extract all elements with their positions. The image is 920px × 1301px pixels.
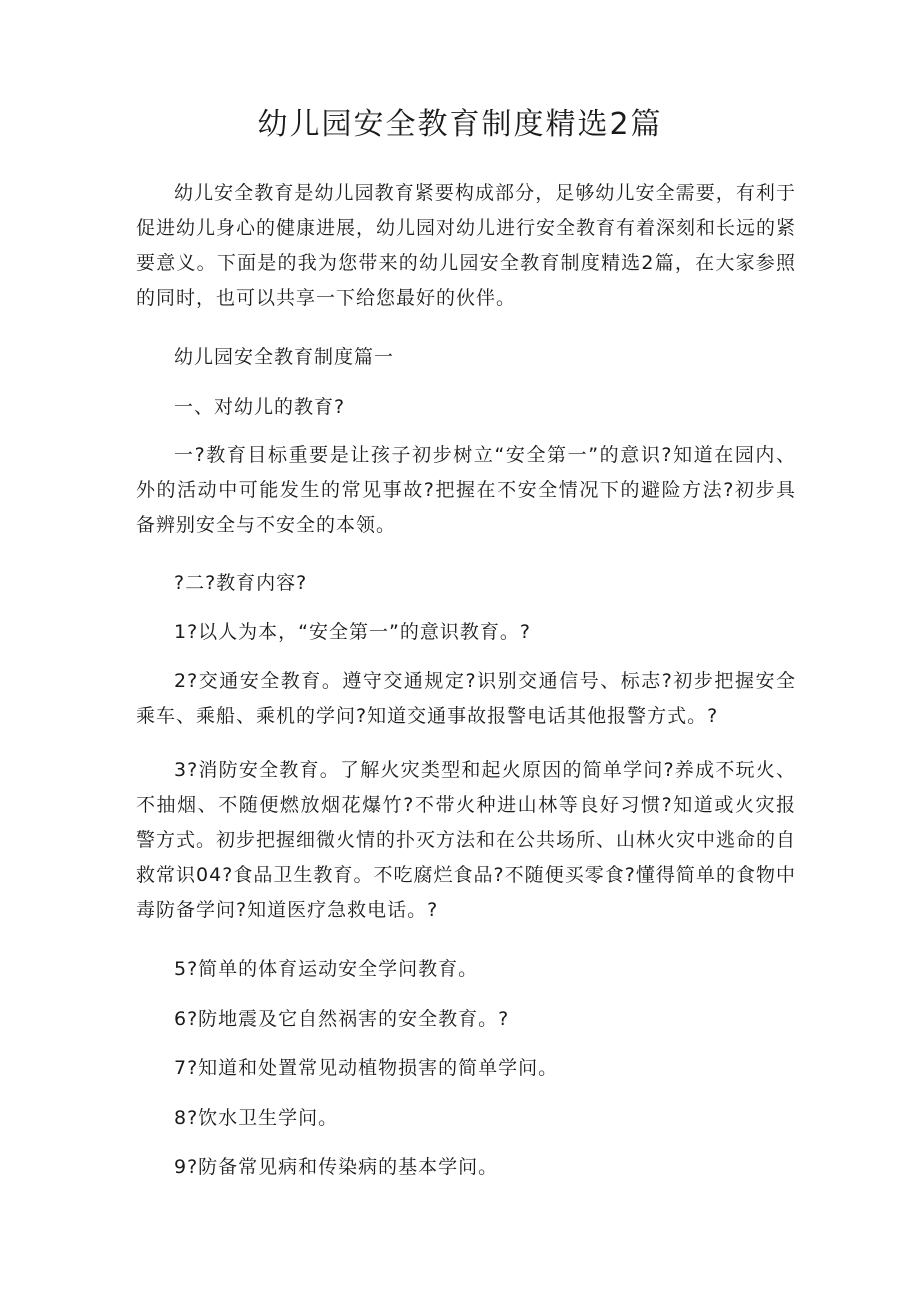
list-item-5: 5?简单的体育运动安全学问教育。 [174, 958, 479, 980]
list-item-6: 6?防地震及它自然祸害的安全教育。? [174, 1008, 510, 1030]
list-item-2: 2?交通安全教育。遵守交通规定?识别交通信号、标志?初步把握安全乘车、乘船、乘机的学问?知道交通事故报警电话其他报警方式。? [136, 670, 796, 727]
list-item-8: 8?饮水卫生学问。 [174, 1107, 339, 1129]
goal-paragraph: 一?教育目标重要是让孩子初步树立“安全第一”的意识?知道在园内、外的活动中可能发生的常见事故?把握在不安全情况下的避险方法?初步具备辨别安全与不安全的本领。 [136, 444, 796, 536]
section-heading: 幼儿园安全教育制度篇一 [174, 346, 395, 368]
list-item-3: 3?消防安全教育。了解火灾类型和起火原因的简单学问?养成不玩火、不抽烟、不随便燃放烟花爆竹?不带火种进山林等良好习惯?知道或火灾报警方式。初步把握细微火情的扑灭方法和在公共场所、山林火灾中逃命的自救常识04?食品卫生教育。不吃腐烂食品?不随便买零食?懂得简单的食物中毒防备学问?知道医疗急救电话。? [136, 759, 797, 921]
subheading-content: ?二?教育内容? [174, 572, 308, 594]
subheading-education: 一、对幼儿的教育? [174, 396, 346, 418]
list-item-1: 1?以人为本，“安全第一”的意识教育。? [174, 621, 531, 643]
list-item-7: 7?知道和处置常见动植物损害的简单学问。 [174, 1057, 559, 1079]
list-item-9: 9?防备常见病和传染病的基本学问。 [174, 1156, 499, 1178]
document-title: 幼儿园安全教育制度精选2篇 [257, 107, 663, 142]
intro-paragraph: 幼儿安全教育是幼儿园教育紧要构成部分，足够幼儿安全需要，有利于促进幼儿身心的健康进展，幼儿园对幼儿进行安全教育有着深刻和长远的紧要意义。下面是的我为您带来的幼儿园安全教育制度精选2篇，在大家参照的同时，也可以共享一下给您最好的伙伴。 [136, 182, 797, 309]
